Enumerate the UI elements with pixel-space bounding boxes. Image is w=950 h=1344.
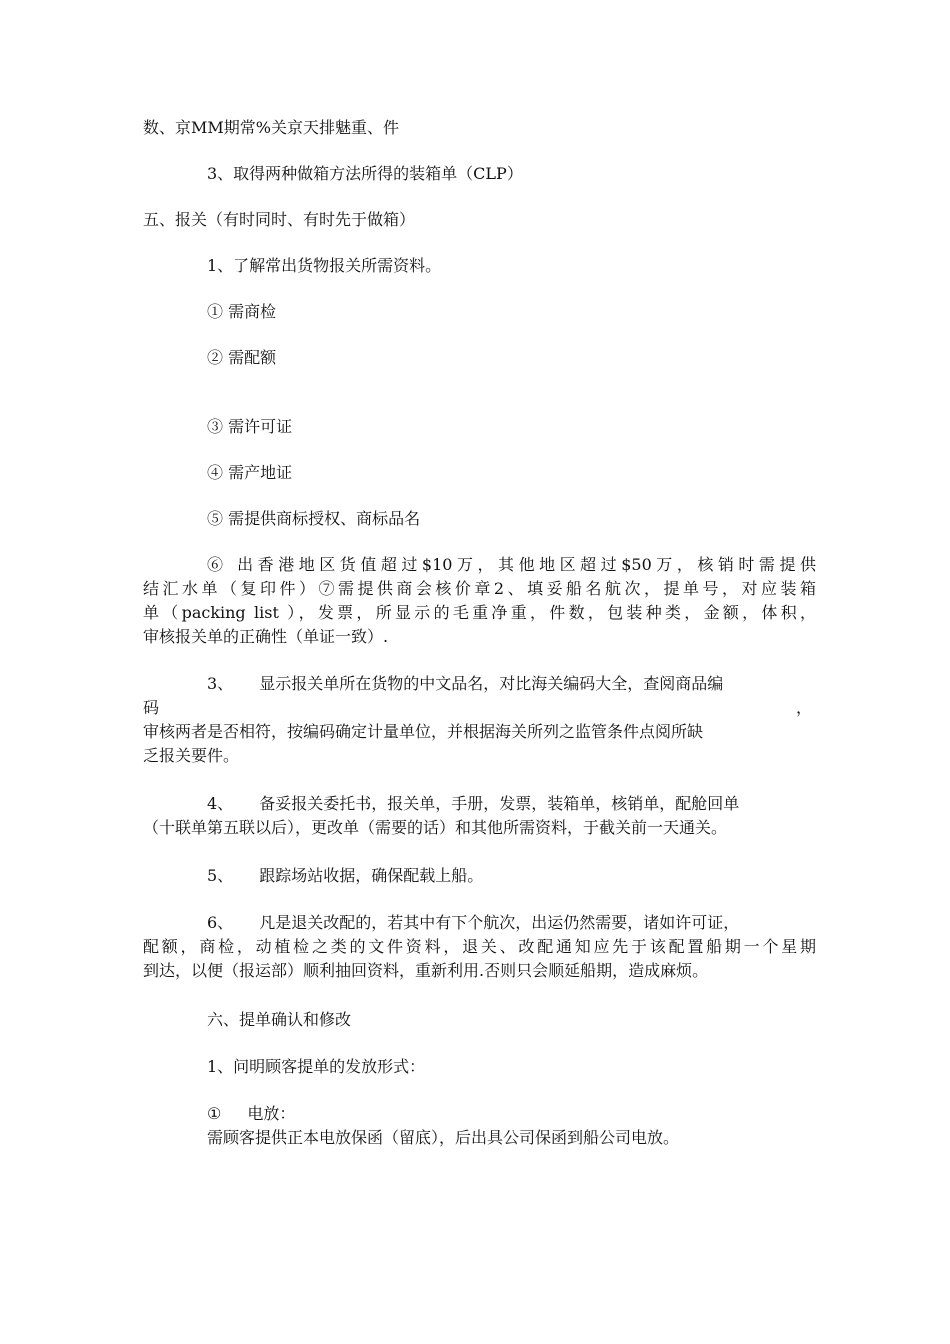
paragraph-line: 码	[143, 698, 160, 717]
paragraph-text: 显示报关单所在货物的中文品名，对比海关编码大全，查阅商品编	[259, 674, 724, 693]
list-item: ① 需商检	[207, 302, 277, 321]
section-heading: 五、报关（有时同时、有时先于做箱）	[143, 210, 416, 229]
text-line: 1、问明顾客提单的发放形式：	[207, 1057, 426, 1076]
item-number: ①	[207, 1104, 222, 1123]
list-item	[207, 1102, 816, 1126]
paragraph-line	[207, 672, 816, 696]
paragraph-text: 备妥报关委托书，报关单，手册，发票，装箱单，核销单，配舱回单	[259, 794, 740, 813]
list-item: ④ 需产地证	[207, 463, 293, 482]
paragraph-line: 审核报关单的正确性（单证一致）.	[143, 627, 389, 646]
text-line: 数、京MM期常%关京天排魅重、件	[143, 118, 399, 137]
text-line: 1、了解常出货物报关所需资料。	[207, 256, 442, 275]
paragraph-line: ，	[796, 698, 813, 717]
paragraph-line: 到达，以便（报运部）顺利抽回资料，重新利用.否则只会顺延船期，造成麻烦。	[143, 961, 709, 980]
paragraph-text: 跟踪场站收据，确保配载上船。	[259, 866, 484, 885]
item-number: 3、	[207, 674, 234, 693]
paragraph-text: 凡是退关改配的，若其中有下个航次，出运仍然需要，诸如许可证，	[259, 913, 740, 932]
paragraph-line	[207, 864, 816, 888]
section-heading: 六、提单确认和修改	[207, 1010, 352, 1029]
paragraph-line: 审核两者是否相符，按编码确定计量单位，并根据海关所列之监管条件点阅所缺	[143, 722, 704, 741]
paragraph-line	[207, 911, 816, 935]
paragraph-line: （十联单第五联以后），更改单（需要的话）和其他所需资料，于截关前一天通关。	[143, 818, 728, 837]
list-item: ⑤ 需提供商标授权、商标品名	[207, 509, 421, 528]
list-item: ② 需配额	[207, 348, 277, 367]
item-number: 5、	[207, 866, 234, 885]
paragraph-line: 配额，商检，动植检之类的文件资料，退关、改配通知应先于该配置船期一个星期	[143, 937, 816, 956]
paragraph-text: 电放：	[247, 1104, 296, 1123]
text-line: 3、取得两种做箱方法所得的装箱单（CLP）	[207, 164, 523, 183]
paragraph-line	[207, 792, 816, 816]
paragraph-line: 需顾客提供正本电放保函（留底），后出具公司保函到船公司电放。	[207, 1128, 680, 1147]
paragraph-line: 单（packing list ），发票，所显示的毛重净重，件数，包装种类，金额，体积，	[143, 603, 816, 622]
item-number: 6、	[207, 913, 234, 932]
list-item: ③ 需许可证	[207, 417, 293, 436]
paragraph-line: ⑥ 出香港地区货值超过$10万，其他地区超过$50万，核销时需提供	[207, 555, 816, 574]
paragraph-line: 乏报关要件。	[143, 746, 240, 765]
paragraph-line: 结汇水单（复印件）⑦需提供商会核价章2、填妥船名航次，提单号，对应装箱	[143, 579, 816, 598]
item-number: 4、	[207, 794, 234, 813]
